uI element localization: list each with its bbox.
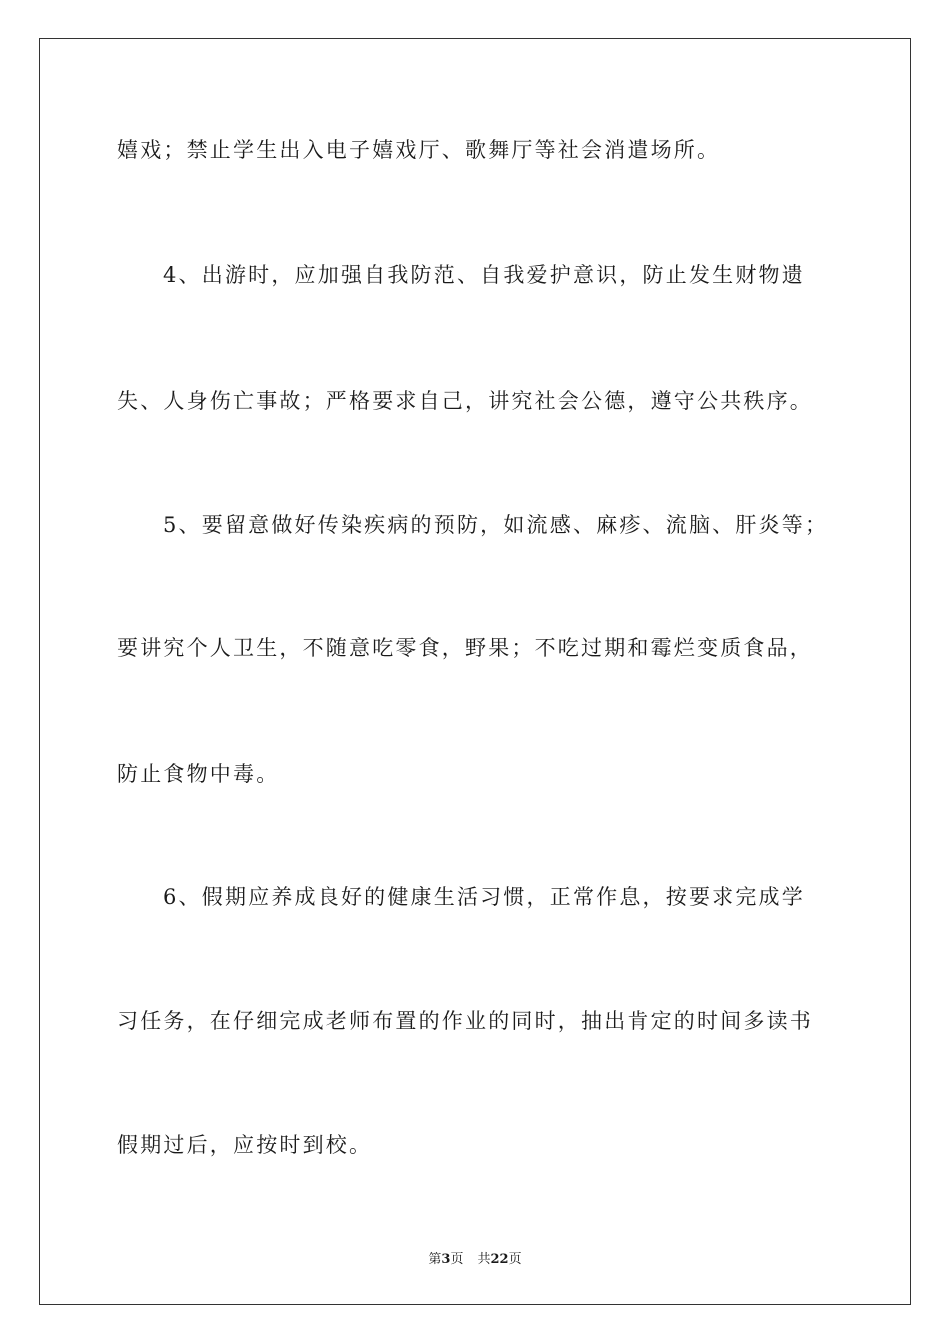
text-line-9: 假期过后，应按时到校。 — [117, 1133, 373, 1157]
text-line-2: 4、出游时，应加强自我防范、自我爱护意识，防止发生财物遗 — [163, 263, 805, 287]
page-border — [39, 38, 911, 1305]
page-footer — [0, 1248, 950, 1267]
page-prefix: 第 — [428, 1252, 442, 1267]
text-line-1: 嬉戏；禁止学生出入电子嬉戏厅、歌舞厅等社会消遣场所。 — [117, 138, 721, 162]
text-line-5: 要讲究个人卫生，不随意吃零食，野果；不吃过期和霉烂变质食品， — [117, 636, 813, 660]
total-suffix: 页 — [508, 1252, 522, 1267]
text-line-8: 习任务，在仔细完成老师布置的作业的同时，抽出肯定的时间多读书 — [117, 1009, 813, 1033]
total-prefix: 共 — [477, 1252, 491, 1267]
page-total: 22 — [490, 1252, 509, 1267]
text-line-7: 6、假期应养成良好的健康生活习惯，正常作息，按要求完成学 — [163, 885, 805, 909]
page-suffix: 页 — [450, 1252, 464, 1267]
text-line-3: 失、人身伤亡事故；严格要求自己，讲究社会公德，遵守公共秩序。 — [117, 389, 813, 413]
page-current: 3 — [441, 1252, 451, 1267]
text-line-4: 5、要留意做好传染疾病的预防，如流感、麻疹、流脑、肝炎等； — [163, 513, 829, 537]
text-line-6: 防止食物中毒。 — [117, 762, 280, 786]
